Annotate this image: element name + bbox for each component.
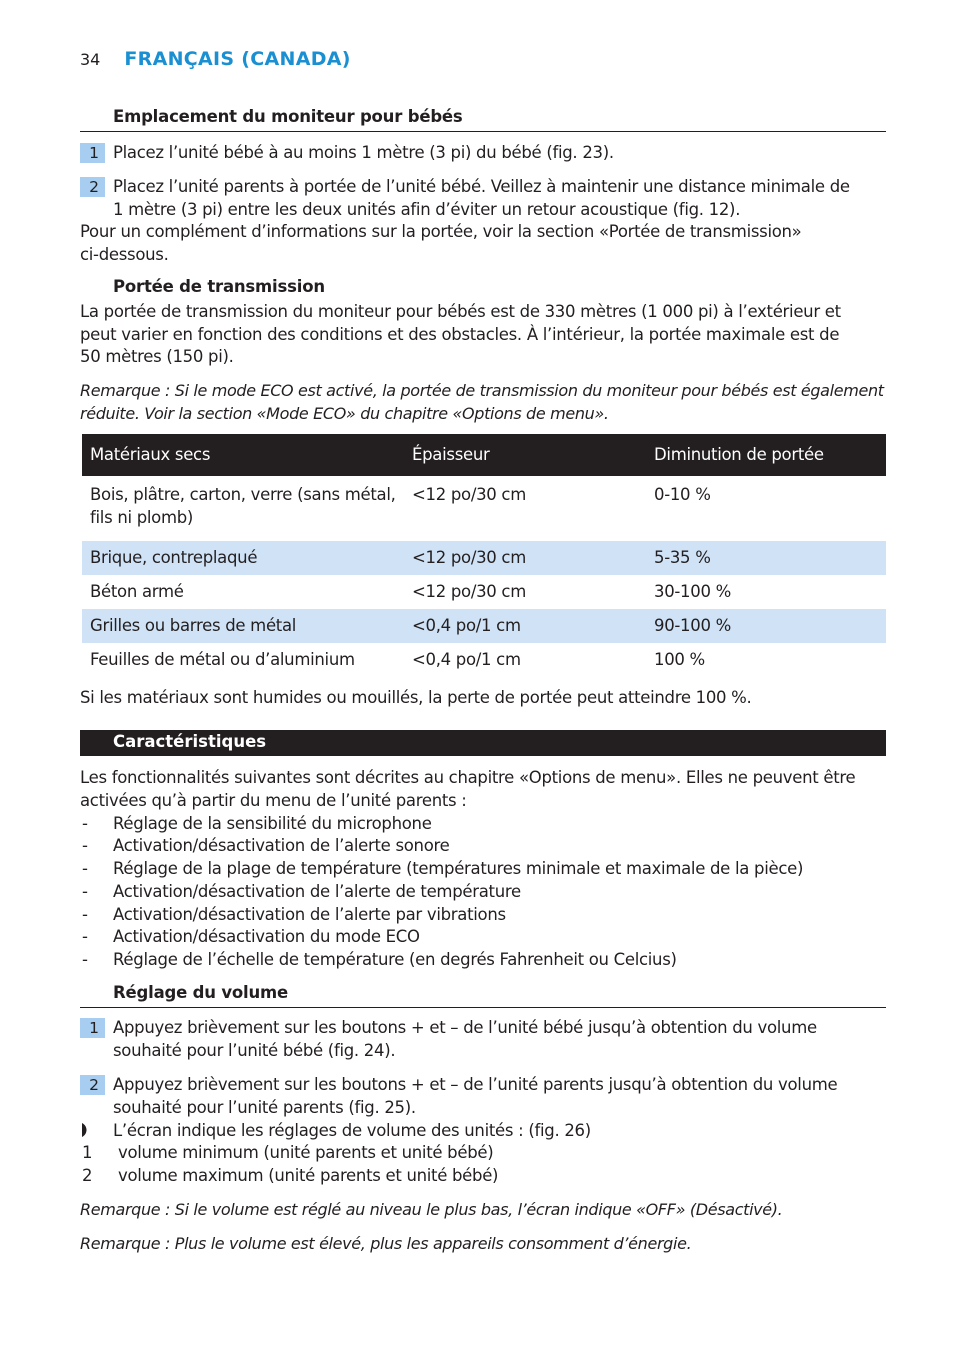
volume-step-1-number: 1 bbox=[80, 1018, 105, 1038]
list-dash: - bbox=[82, 836, 88, 855]
table-row bbox=[82, 575, 886, 609]
placement-step-1-number: 1 bbox=[80, 143, 105, 163]
range-table bbox=[82, 434, 886, 677]
volume-rule bbox=[80, 1007, 886, 1008]
page-header bbox=[80, 48, 351, 74]
table-header-material: Matériaux secs bbox=[82, 434, 404, 476]
level-number: 1 bbox=[82, 1143, 93, 1162]
volume-step-2-line-2: souhaité pour l’unité parents (fig. 25). bbox=[113, 1098, 416, 1117]
table-cell-material: Béton armé bbox=[90, 581, 184, 601]
placement-step-2-number: 2 bbox=[80, 177, 105, 197]
table-row bbox=[82, 476, 886, 541]
features-heading-bar bbox=[80, 730, 886, 756]
table-cell-material: Feuilles de métal ou d’aluminium bbox=[90, 649, 355, 669]
range-para-line-3: 50 mètres (150 pi). bbox=[80, 347, 234, 366]
eco-note-line-1: Remarque : Si le mode ECO est activé, la portée de transmission du moniteur pour bébés est également bbox=[80, 381, 884, 400]
volume-result-text: L’écran indique les réglages de volume des unités : (fig. 26) bbox=[113, 1121, 591, 1140]
volume-note-2: Remarque : Plus le volume est élevé, plus les appareils consomment d’énergie. bbox=[80, 1234, 692, 1253]
list-dash: - bbox=[82, 814, 88, 833]
humidity-note: Si les matériaux sont humides ou mouillés, la perte de portée peut atteindre 100 %. bbox=[80, 688, 752, 707]
list-item: Réglage de la plage de température (températures minimale et maximale de la pièce) bbox=[113, 859, 804, 878]
list-item: Réglage de la sensibilité du microphone bbox=[113, 814, 432, 833]
list-dash: - bbox=[82, 950, 88, 969]
range-para-line-1: La portée de transmission du moniteur pour bébés est de 330 mètres (1 000 pi) à l’extérieur et bbox=[80, 302, 841, 321]
table-cell-thickness: <12 po/30 cm bbox=[404, 541, 646, 575]
table-cell-reduction: 100 % bbox=[654, 649, 705, 669]
volume-step-2-number: 2 bbox=[80, 1075, 105, 1095]
volume-step-1-line-2: souhaité pour l’unité bébé (fig. 24). bbox=[113, 1041, 396, 1060]
volume-step-2-line-1: Appuyez brièvement sur les boutons + et – de l’unité parents jusqu’à obtention du volume bbox=[113, 1075, 838, 1094]
placement-step-2-line-2: 1 mètre (3 pi) entre les deux unités afin d’éviter un retour acoustique (fig. 12). bbox=[113, 200, 741, 219]
level-number: 2 bbox=[82, 1166, 93, 1185]
table-row bbox=[82, 609, 886, 643]
placement-para-line-2: ci-dessous. bbox=[80, 245, 169, 264]
range-para-line-2: peut varier en fonction des conditions et des obstacles. À l’intérieur, la portée maximale est de bbox=[80, 325, 840, 344]
table-cell-reduction: 90-100 % bbox=[646, 609, 886, 643]
table-cell-material bbox=[82, 476, 404, 541]
table-cell-thickness: <0,4 po/1 cm bbox=[404, 609, 646, 643]
placement-heading: Emplacement du moniteur pour bébés bbox=[113, 107, 463, 126]
page-number: 34 bbox=[80, 50, 101, 69]
placement-step-2-line-1: Placez l’unité parents à portée de l’unité bébé. Veillez à maintenir une distance minimale de bbox=[113, 177, 850, 196]
placement-para-line-1: Pour un complément d’informations sur la portée, voir la section «Portée de transmission» bbox=[80, 222, 802, 241]
list-item: Activation/désactivation du mode ECO bbox=[113, 927, 420, 946]
volume-heading: Réglage du volume bbox=[113, 983, 289, 1002]
table-cell-reduction: 5-35 % bbox=[646, 541, 886, 575]
range-heading: Portée de transmission bbox=[113, 277, 325, 296]
table-row bbox=[82, 643, 886, 677]
table-header-thickness: Épaisseur bbox=[404, 434, 646, 476]
eco-note-line-2: réduite. Voir la section «Mode ECO» du chapitre «Options de menu». bbox=[80, 404, 609, 423]
list-dash: - bbox=[82, 927, 88, 946]
table-cell-material: Grilles ou barres de métal bbox=[82, 609, 404, 643]
list-item: Activation/désactivation de l’alerte de température bbox=[113, 882, 521, 901]
features-intro-line-2: activées qu’à partir du menu de l’unité parents : bbox=[80, 791, 467, 810]
table-header-reduction: Diminution de portée bbox=[646, 434, 886, 476]
table-row bbox=[82, 541, 886, 575]
list-dash: - bbox=[82, 905, 88, 924]
level-text: volume maximum (unité parents et unité bébé) bbox=[118, 1166, 499, 1185]
list-item: Activation/désactivation de l’alerte sonore bbox=[113, 836, 450, 855]
features-intro-line-1: Les fonctionnalités suivantes sont décrites au chapitre «Options de menu». Elles ne peuvent être bbox=[80, 768, 856, 787]
table-cell-thickness: <12 po/30 cm bbox=[412, 485, 526, 504]
language-title: FRANÇAIS (CANADA) bbox=[124, 48, 351, 70]
level-text: volume minimum (unité parents et unité bébé) bbox=[118, 1143, 494, 1162]
list-item: Réglage de l’échelle de température (en degrés Fahrenheit ou Celcius) bbox=[113, 950, 677, 969]
material-line-1: Bois, plâtre, carton, verre (sans métal, bbox=[90, 485, 396, 504]
placement-step-1-text: Placez l’unité bébé à au moins 1 mètre (3 pi) du bébé (fig. 23). bbox=[113, 143, 614, 162]
table-header-row bbox=[82, 434, 886, 476]
volume-note-1: Remarque : Si le volume est réglé au niveau le plus bas, l’écran indique «OFF» (Désactivé). bbox=[80, 1200, 783, 1219]
material-line-2: fils ni plomb) bbox=[90, 507, 194, 527]
table-cell-thickness: <0,4 po/1 cm bbox=[412, 649, 521, 669]
table-cell-thickness: <12 po/30 cm bbox=[412, 581, 526, 601]
table-cell-reduction: 30-100 % bbox=[654, 581, 731, 601]
result-bullet-icon bbox=[80, 1122, 90, 1142]
table-cell-material: Brique, contreplaqué bbox=[82, 541, 404, 575]
placement-rule bbox=[80, 131, 886, 132]
features-heading: Caractéristiques bbox=[113, 732, 267, 751]
list-dash: - bbox=[82, 859, 88, 878]
list-dash: - bbox=[82, 882, 88, 901]
volume-step-1-line-1: Appuyez brièvement sur les boutons + et – de l’unité bébé jusqu’à obtention du volume bbox=[113, 1018, 817, 1037]
list-item: Activation/désactivation de l’alerte par vibrations bbox=[113, 905, 506, 924]
table-cell-reduction: 0-10 % bbox=[654, 485, 711, 504]
